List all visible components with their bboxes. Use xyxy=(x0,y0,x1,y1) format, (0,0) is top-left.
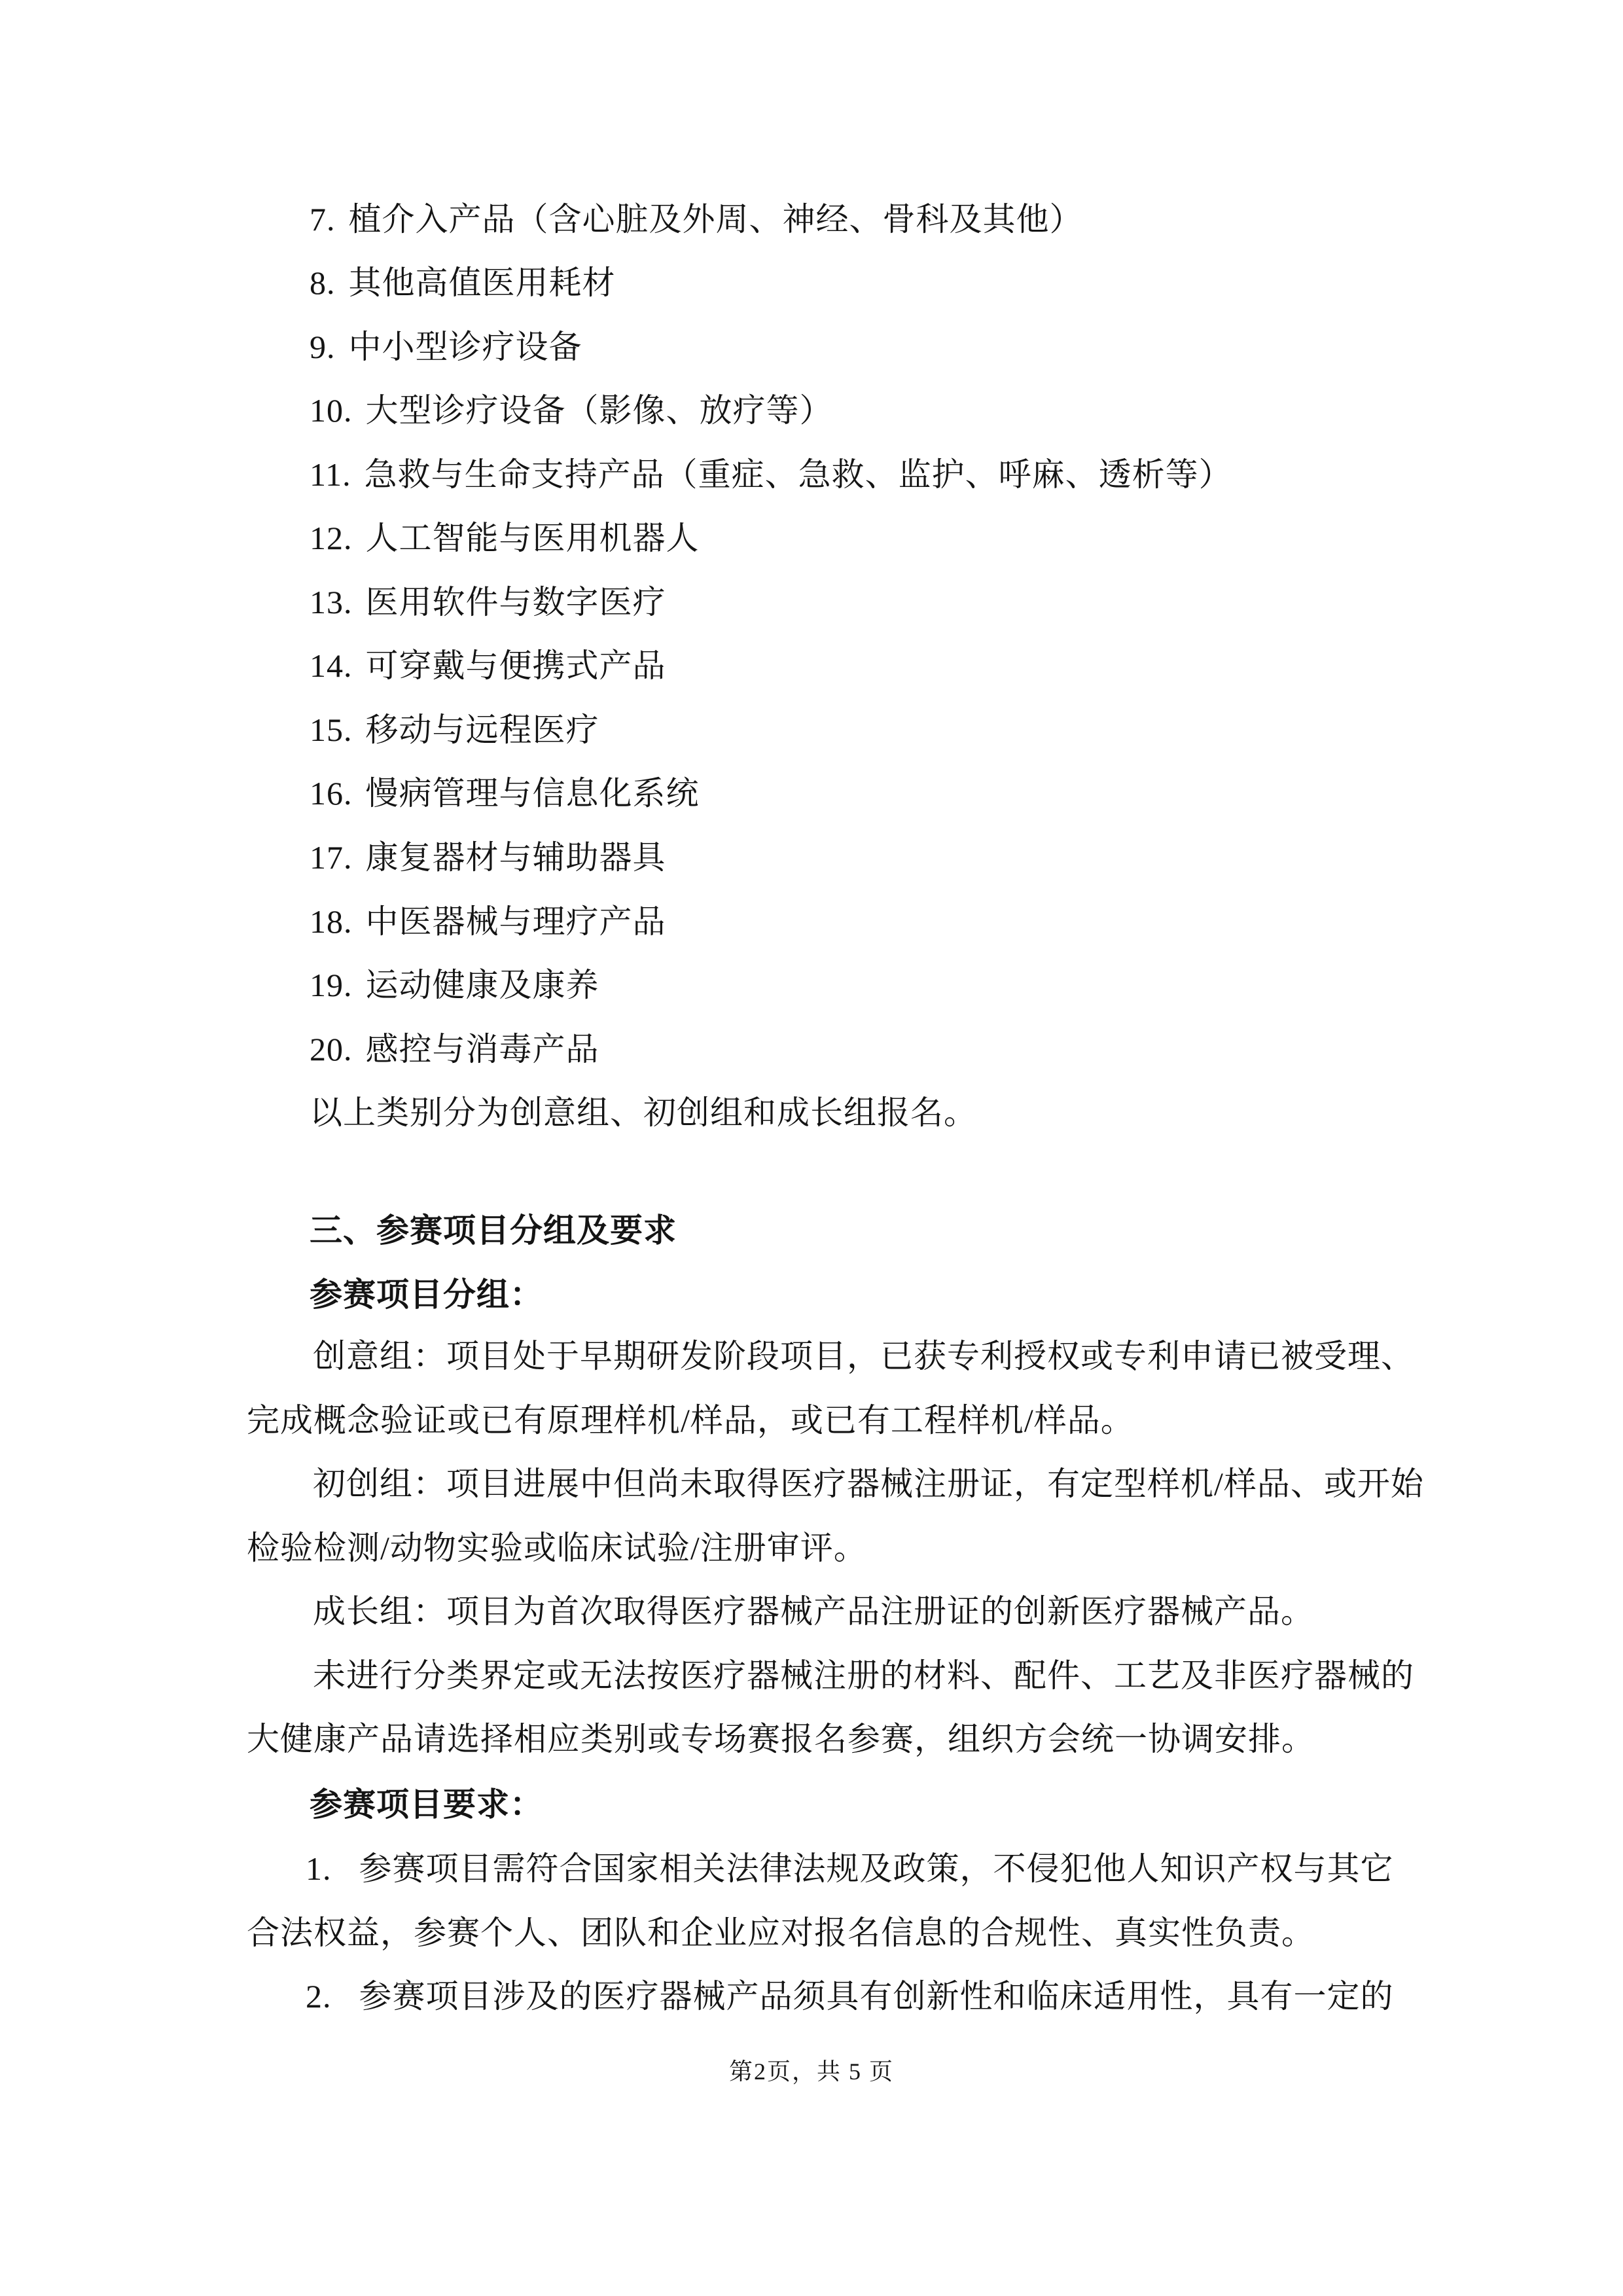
section-heading: 三、参赛项目分组及要求 xyxy=(310,1212,677,1249)
category-list-item xyxy=(310,443,1232,506)
category-text: 急救与生命支持产品（重症、急救、监护、呼麻、透析等） xyxy=(364,456,1232,493)
grouping-paragraph-line: 创意组：项目处于早期研发阶段项目，已获专利授权或专利申请已被受理、 xyxy=(313,1338,1414,1374)
category-list-item xyxy=(310,379,833,442)
requirement-number: 2. xyxy=(306,1978,332,2015)
category-text: 可穿戴与便携式产品 xyxy=(365,647,666,684)
category-number: 17. xyxy=(310,839,353,876)
requirement-line xyxy=(306,1965,1394,2028)
grouping-label: 参赛项目分组： xyxy=(310,1276,543,1313)
category-text: 人工智能与医用机器人 xyxy=(365,520,700,556)
category-list-item xyxy=(310,188,1083,251)
category-list-item xyxy=(310,507,700,569)
requirement-text: 参赛项目涉及的医疗器械产品须具有创新性和临床适用性，具有一定的 xyxy=(359,1978,1394,2015)
category-text: 运动健康及康养 xyxy=(365,967,599,1003)
grouping-paragraph-line: 检验检测/动物实验或临床试验/注册审评。 xyxy=(247,1530,867,1566)
grouping-paragraph-line: 成长组：项目为首次取得医疗器械产品注册证的创新医疗器械产品。 xyxy=(313,1593,1314,1630)
category-text: 中小型诊疗设备 xyxy=(348,329,582,365)
category-text: 其他高值医用耗材 xyxy=(348,264,616,301)
category-list-item xyxy=(310,762,700,825)
category-number: 16. xyxy=(310,775,353,812)
category-number: 13. xyxy=(310,584,353,620)
category-number: 14. xyxy=(310,647,353,684)
category-list-item xyxy=(310,890,666,953)
category-text: 医用软件与数字医疗 xyxy=(365,584,666,620)
grouping-paragraph-line: 未进行分类界定或无法按医疗器械注册的材料、配件、工艺及非医疗器械的 xyxy=(313,1657,1414,1694)
category-text: 慢病管理与信息化系统 xyxy=(365,775,700,812)
category-text: 移动与远程医疗 xyxy=(365,711,599,748)
grouping-paragraph-line: 初创组：项目进展中但尚未取得医疗器械注册证，有定型样机/样品、或开始 xyxy=(313,1465,1424,1502)
category-text: 植介入产品（含心脏及外周、神经、骨科及其他） xyxy=(348,201,1083,238)
requirements-label: 参赛项目要求： xyxy=(310,1786,543,1823)
category-number: 9. xyxy=(310,329,336,365)
category-number: 8. xyxy=(310,264,336,301)
category-number: 18. xyxy=(310,903,353,940)
category-number: 10. xyxy=(310,392,353,429)
category-number: 19. xyxy=(310,967,353,1003)
category-number: 7. xyxy=(310,201,336,238)
category-list-item xyxy=(310,315,582,378)
category-list-item xyxy=(310,571,666,634)
category-number: 11. xyxy=(310,456,351,493)
category-text: 中医器械与理疗产品 xyxy=(365,903,666,940)
category-list-item xyxy=(310,698,599,761)
grouping-paragraph-line: 大健康产品请选择相应类别或专场赛报名参赛，组织方会统一协调安排。 xyxy=(247,1721,1315,1757)
category-number: 20. xyxy=(310,1031,353,1067)
category-list-item xyxy=(310,826,666,889)
page-footer: 第2页，共 5 页 xyxy=(728,2058,894,2085)
category-text: 感控与消毒产品 xyxy=(365,1031,599,1067)
requirement-text: 参赛项目需符合国家相关法律法规及政策，不侵犯他人知识产权与其它 xyxy=(359,1850,1394,1887)
category-list-item xyxy=(310,251,616,314)
category-number: 12. xyxy=(310,520,353,556)
category-list-item xyxy=(310,1018,599,1081)
category-list-item xyxy=(310,634,666,697)
category-list-item xyxy=(310,954,599,1016)
closing-note: 以上类别分为创意组、初创组和成长组报名。 xyxy=(310,1094,977,1131)
requirement-line xyxy=(306,1837,1394,1900)
requirement-line: 合法权益，参赛个人、团队和企业应对报名信息的合规性、真实性负责。 xyxy=(247,1914,1315,1951)
grouping-paragraph-line: 完成概念验证或已有原理样机/样品，或已有工程样机/样品。 xyxy=(247,1402,1134,1439)
category-number: 15. xyxy=(310,711,353,748)
category-text: 康复器材与辅助器具 xyxy=(365,839,666,876)
requirement-number: 1. xyxy=(306,1850,332,1887)
category-text: 大型诊疗设备（影像、放疗等） xyxy=(365,392,833,429)
